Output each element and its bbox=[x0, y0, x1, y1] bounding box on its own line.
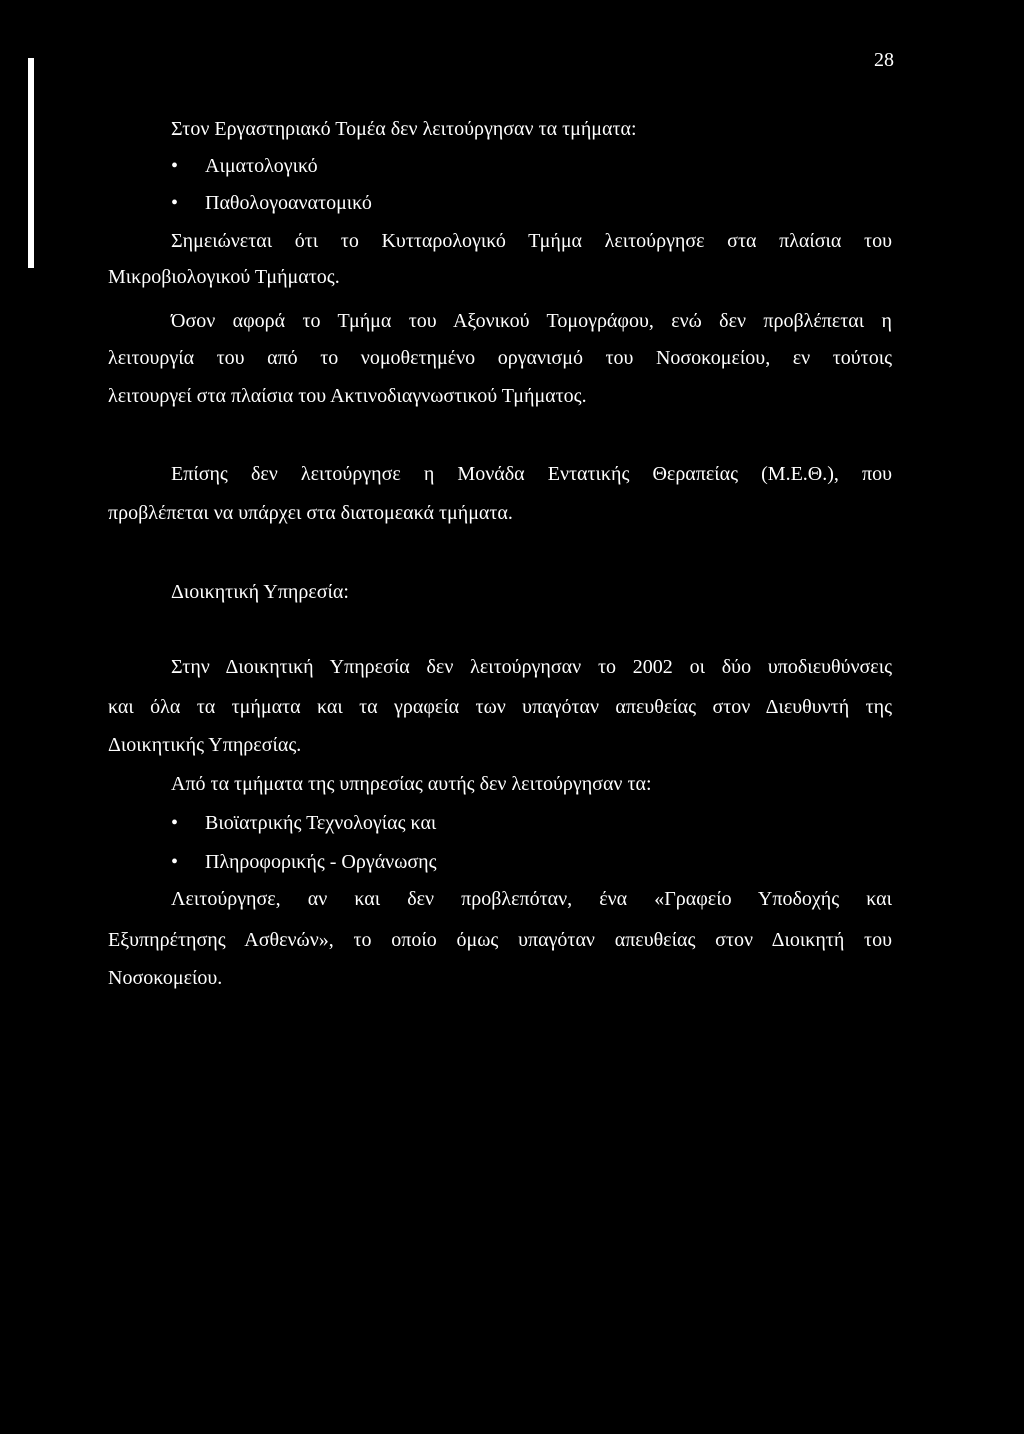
admin-paragraph-line: Στην Διοικητική Υπηρεσία δεν λειτούργησαν το 2002 οι δύο υποδιευθύνσεις bbox=[171, 656, 892, 678]
note-line: Μικροβιολογικού Τμήματος. bbox=[108, 266, 340, 288]
admin-paragraph-line: και όλα τα τμήματα και τα γραφεία των υπαγόταν απευθείας στον Διευθυντή της bbox=[108, 696, 892, 718]
icu-line: προβλέπεται να υπάρχει στα διατομεακά τμήματα. bbox=[108, 502, 513, 524]
lab-intro: Στον Εργαστηριακό Τομέα δεν λειτούργησαν τα τμήματα: bbox=[171, 118, 637, 140]
list-item bbox=[171, 154, 318, 178]
icu-line: Επίσης δεν λειτούργησε η Μονάδα Εντατικής Θεραπείας (Μ.Ε.Θ.), που bbox=[171, 463, 892, 485]
list-item-label: Βιοϊατρικής Τεχνολογίας και bbox=[205, 812, 437, 834]
list-item bbox=[171, 191, 372, 215]
note-line: Σημειώνεται ότι το Κυτταρολογικό Τμήμα λειτούργησε στα πλαίσια του bbox=[171, 230, 892, 252]
list-item bbox=[171, 850, 437, 874]
bullet-icon: • bbox=[171, 155, 179, 177]
admin-list-intro: Από τα τμήματα της υπηρεσίας αυτής δεν λειτούργησαν τα: bbox=[171, 773, 652, 795]
list-item-label: Πληροφορικής - Οργάνωσης bbox=[205, 851, 437, 873]
section-heading: Διοικητική Υπηρεσία: bbox=[171, 581, 349, 603]
list-item bbox=[171, 811, 436, 835]
reception-line: Λειτούργησε, αν και δεν προβλεπόταν, ένα «Γραφείο Υποδοχής και bbox=[171, 888, 892, 910]
list-item-label: Παθολογοανατομικό bbox=[205, 192, 372, 214]
list-item-label: Αιματολογικό bbox=[205, 155, 318, 177]
ct-line: Όσον αφορά το Τμήμα του Αξονικού Τομογράφου, ενώ δεν προβλέπεται η bbox=[171, 310, 892, 332]
bullet-icon: • bbox=[171, 812, 179, 834]
reception-line: Νοσοκομείου. bbox=[108, 967, 223, 989]
ct-line: λειτουργία του από το νομοθετημένο οργανισμό του Νοσοκομείου, εν τούτοις bbox=[108, 347, 892, 369]
admin-paragraph-line: Διοικητικής Υπηρεσίας. bbox=[108, 734, 302, 756]
scan-edge-bar bbox=[28, 58, 34, 268]
bullet-icon: • bbox=[171, 851, 179, 873]
ct-line: λειτουργεί στα πλαίσια του Ακτινοδιαγνωστικού Τμήματος. bbox=[108, 385, 587, 407]
bullet-icon: • bbox=[171, 192, 179, 214]
reception-line: Εξυπηρέτησης Ασθενών», το οποίο όμως υπαγόταν απευθείας στον Διοικητή του bbox=[108, 929, 892, 951]
page-number: 28 bbox=[874, 49, 894, 71]
